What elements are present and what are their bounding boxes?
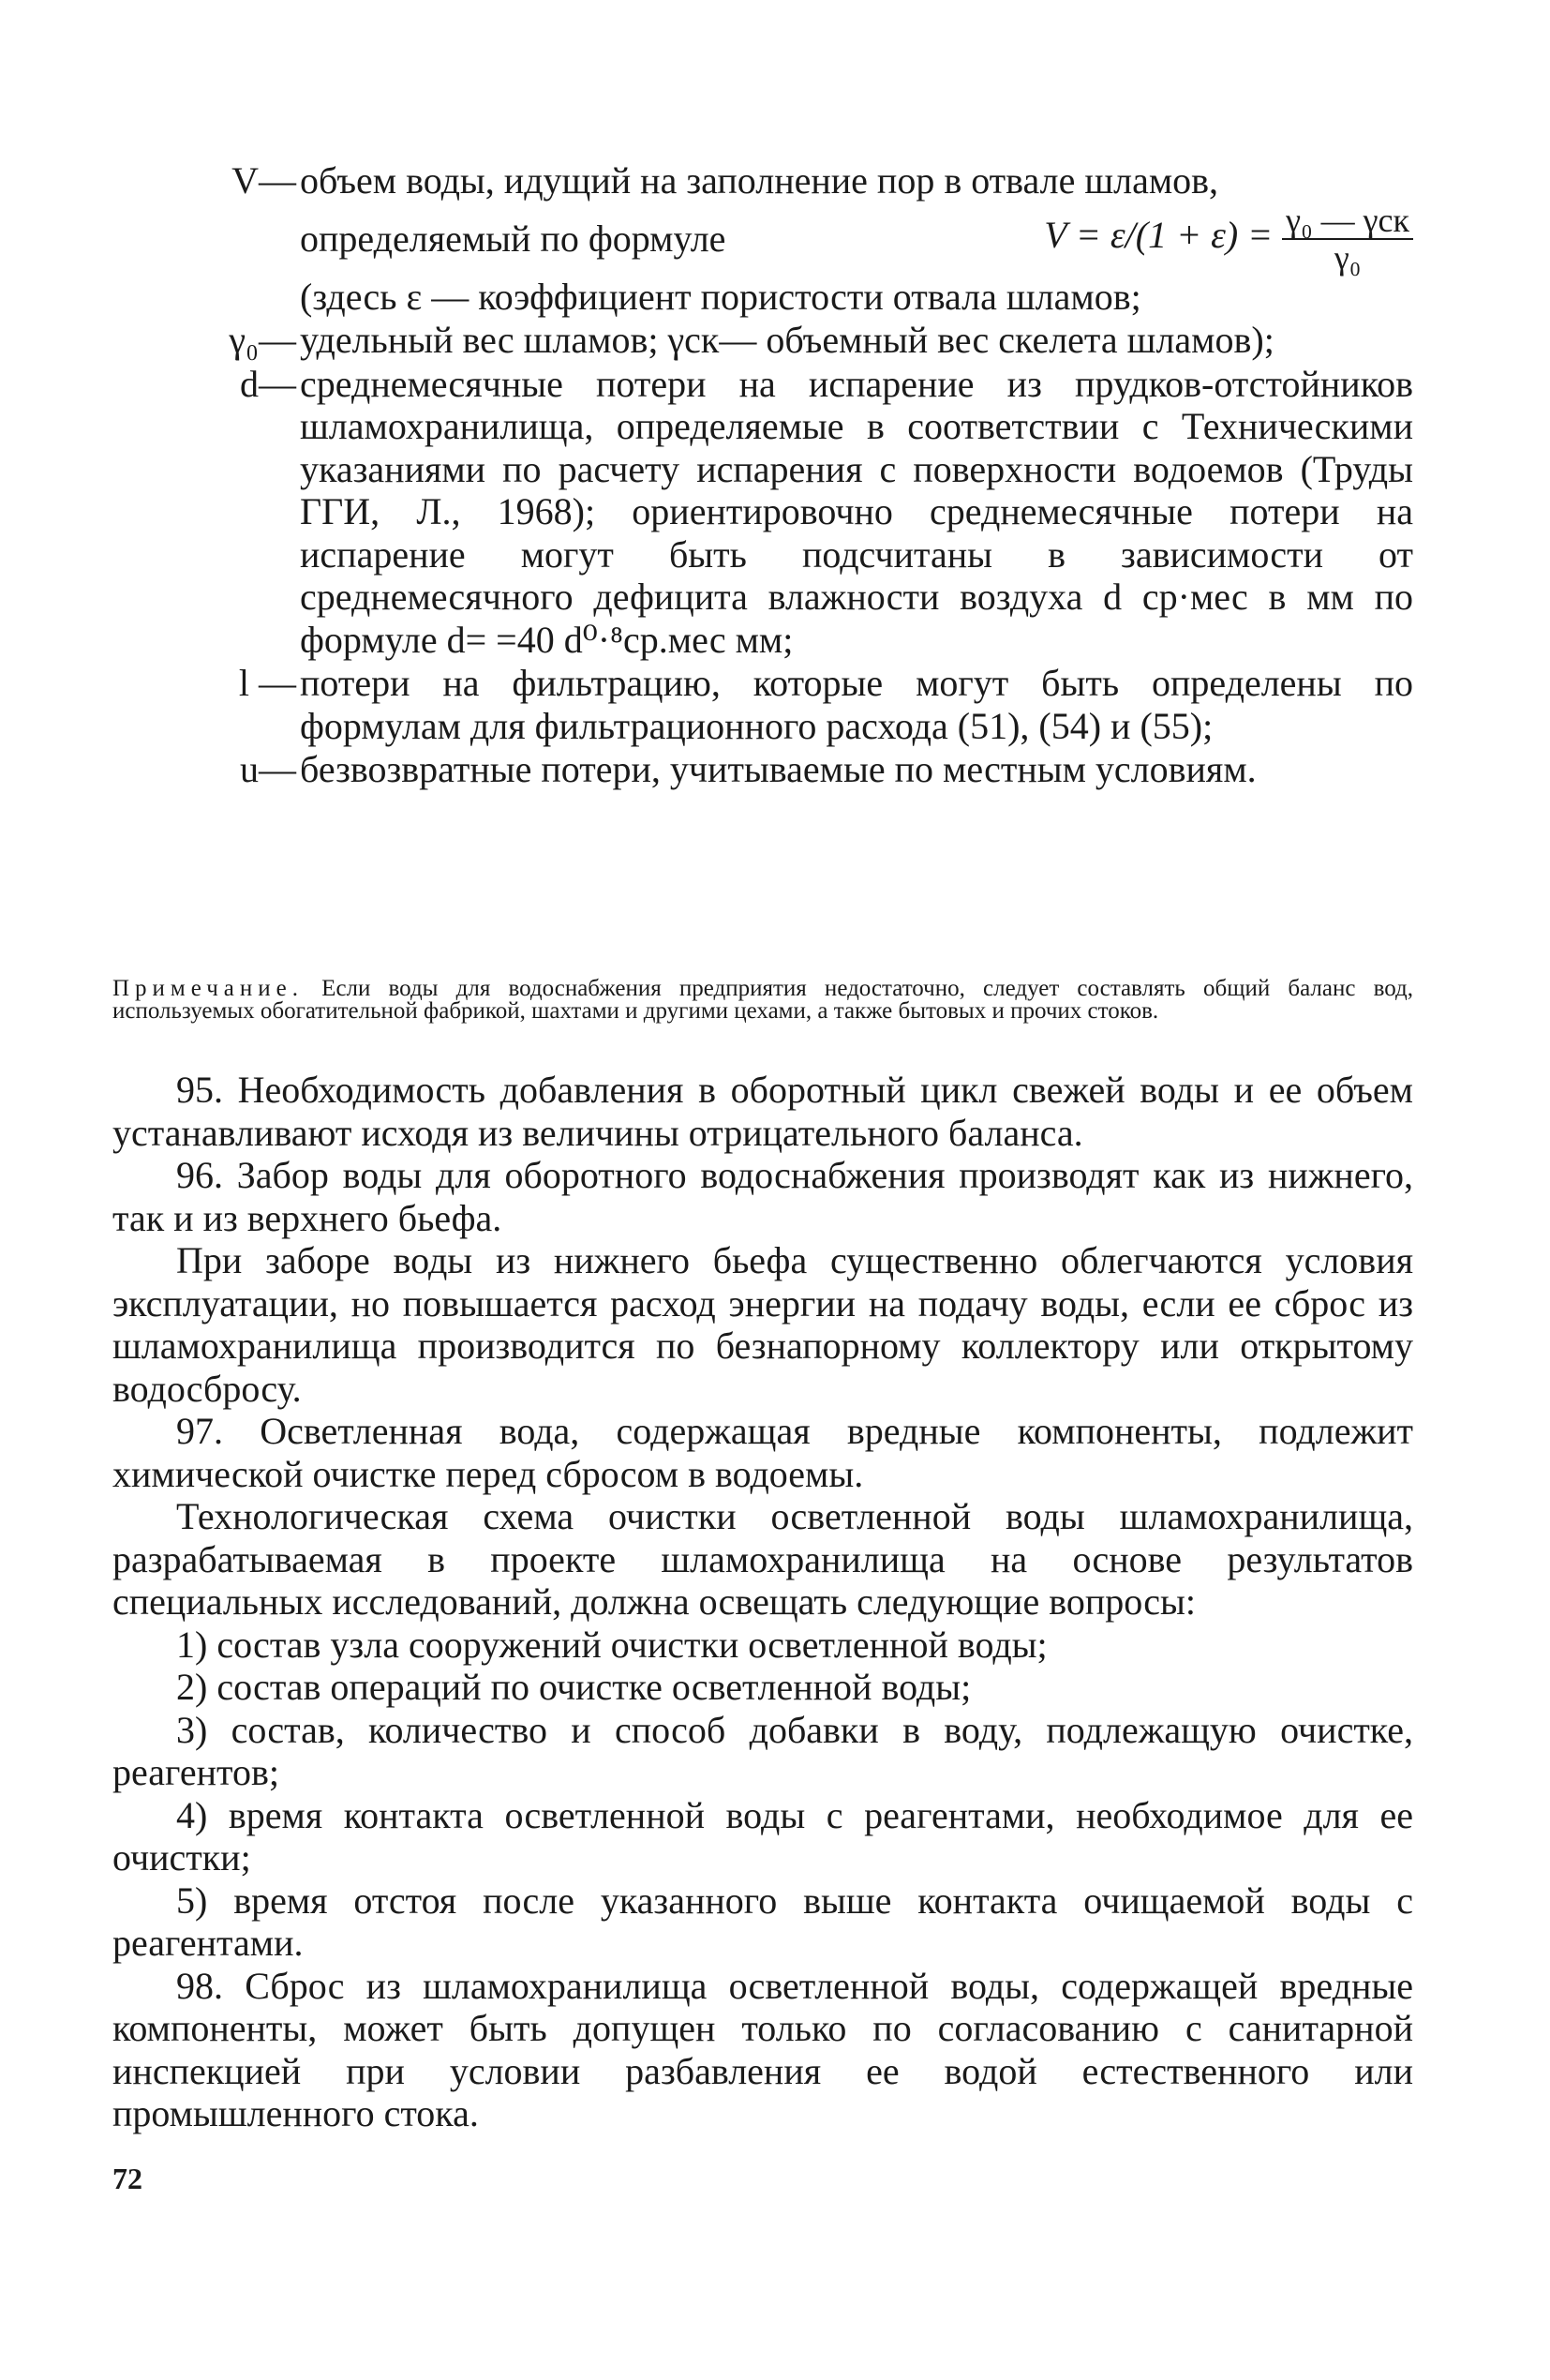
definition-text: среднемесячные потери на испарение из прудков-отстойников шламохранилища, определяемые в соответствии с Техническими указаниями по расчету испарения с поверхности водоемов (Труды ГГИ, Л., 1968); ориентировочно среднемесячные потери на испарение могут быть подсчитаны в зависимости от среднемесячного дефицита влажности воздуха d ср·мес в мм по формуле d= =40 d⁰·⁸ср.мес мм; (300, 362, 1413, 661)
paragraph: 98. Сброс из шламохранилища осветленной воды, содержащей вредные компоненты, может быть допущен только по согласованию с санитарной инспекцией при условии разбавления ее водой естественного или промышленного стока. (112, 1964, 1413, 2134)
paragraph: 97. Осветленная вода, содержащая вредные компоненты, подлежит химической очистке перед сбросом в водоемы. (112, 1410, 1413, 1495)
definition-u (112, 748, 1413, 791)
definition-text: объем воды, идущий на заполнение пор в отвале шламов, (300, 159, 1219, 202)
definition-symbol: d— (240, 362, 296, 405)
list-item: 4) время контакта осветленной воды с реагентами, необходимое для ее очистки; (112, 1793, 1413, 1879)
definition-d (112, 363, 1413, 662)
definition-symbol: γ₀— (229, 319, 296, 361)
formula-row (300, 202, 1413, 276)
definition-gamma (112, 319, 1413, 362)
definition-symbol: u— (240, 748, 296, 790)
definition-symbol: V— (231, 159, 296, 202)
page-number: 72 (112, 2162, 142, 2195)
definition-text: (здесь ε — коэффициент пористости отвала шламов; (300, 275, 1141, 318)
list-item: 5) время отстоя после указанного выше контакта очищаемой воды с реагентами. (112, 1879, 1413, 1964)
paragraph: 95. Необходимость добавления в оборотный цикл свежей воды и ее объем устанавливают исходя из величины отрицательного баланса. (112, 1069, 1413, 1154)
list-item: 3) состав, количество и способ добавки в воду, подлежащую очистке, реагентов; (112, 1708, 1413, 1793)
list-item: 2) состав операций по очистке осветленной воды; (176, 1666, 972, 1708)
paragraph: Технологическая схема очистки осветленной воды шламохранилища, разрабатываемая в проекте шламохранилища на основе результатов специальных исследований, должна освещать следующие вопросы: (112, 1495, 1413, 1623)
formula-denominator: γ₀ (1334, 238, 1362, 277)
formula-lead: определяемый по формуле (300, 217, 726, 260)
definition-v (112, 159, 1413, 318)
body-text (112, 1069, 1413, 2135)
formula-main: V = ε/(1 + ε) = (1044, 213, 1274, 256)
list-item: 1) состав узла сооружений очистки осветленной воды; (176, 1623, 1048, 1666)
definition-text: удельный вес шламов; γск— объемный вес скелета шламов); (300, 319, 1274, 361)
definition-text: потери на фильтрацию, которые могут быть определены по формулам для фильтрационного расхода (51), (54) и (55); (300, 662, 1413, 747)
formula-fraction (1282, 202, 1413, 276)
definition-l (112, 662, 1413, 747)
note-block (112, 978, 1413, 1023)
paragraph: 96. Забор воды для оборотного водоснабжения производят как из нижнего, так и из верхнего бьефа. (112, 1154, 1413, 1239)
paragraph: При заборе воды из нижнего бьефа существенно облегчаются условия эксплуатации, но повышается расход энергии на подачу воды, если ее сброс из шламохранилища производится по безнапорному коллектору или открытому водосбросу. (112, 1239, 1413, 1410)
note-text: Если воды для водоснабжения предприятия недостаточно, следует составлять общий баланс вод, используемых обогатительной фабрикой, шахтами и другими цехами, а также бытовых и прочих стоков. (112, 976, 1413, 1024)
note-label: Примечание. (112, 976, 305, 1001)
definition-text: безвозвратные потери, учитываемые по местным условиям. (300, 748, 1257, 790)
definition-symbol: l — (238, 662, 296, 704)
formula-numerator: γ₀ — γск (1282, 202, 1413, 240)
definitions-list (112, 159, 1413, 792)
